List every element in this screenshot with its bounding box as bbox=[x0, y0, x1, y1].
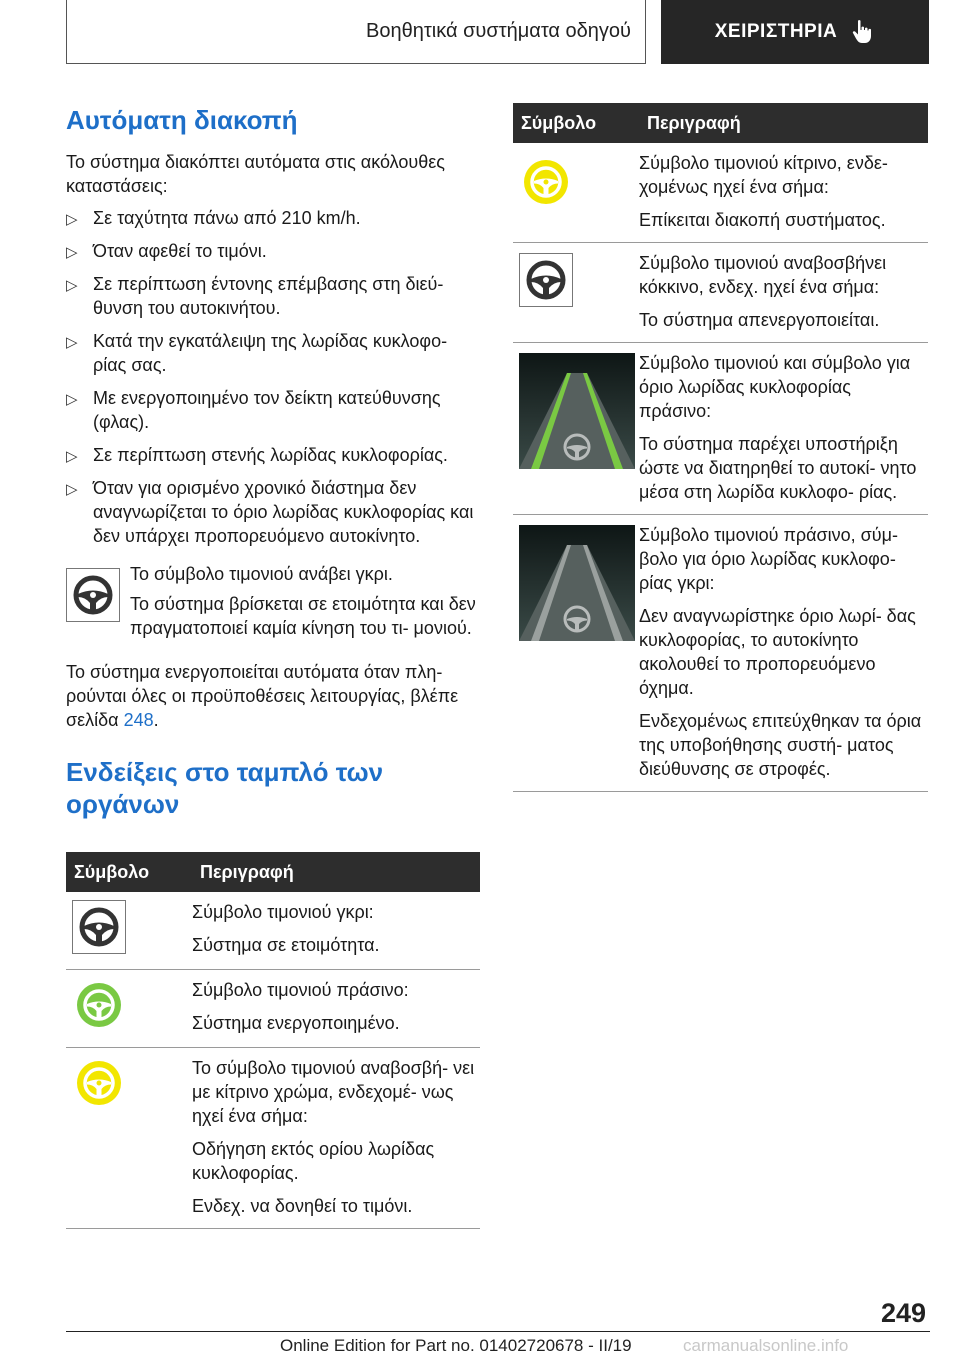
gray-symbol-text-2: Το σύστημα βρίσκεται σε ετοιμότητα και δεν πραγματοποιεί καμία κίνηση του τι- μονιού. bbox=[130, 594, 476, 638]
list-item: ▷ Με ενεργοποιημένο τον δείκτη κατεύθυνσης (φλας). bbox=[66, 388, 441, 432]
triangle-bullet-icon: ▷ bbox=[66, 211, 78, 228]
chapter-tab-label: ΧΕΙΡΙΣΤΗΡΙΑ bbox=[714, 21, 838, 42]
symbol-table-right bbox=[513, 103, 928, 792]
heading-instrument-cluster: Ενδείξεις στο ταμπλό των οργάνων bbox=[66, 757, 384, 819]
table-row: Σύμβολο τιμονιού πράσινο: Σύστημα ενεργοποιημένο. bbox=[66, 970, 480, 1048]
hand-pointer-icon bbox=[851, 19, 875, 45]
col-header-symbol: Σύμβολο bbox=[66, 852, 192, 892]
col-header-description: Περιγραφή bbox=[639, 103, 928, 143]
col-header-description: Περιγραφή bbox=[192, 852, 480, 892]
chapter-section-title bbox=[66, 0, 646, 64]
table-row: Σύμβολο τιμονιού κίτρινο, ενδε- χομένως ηχεί ένα σήμα: Επίκειται διακοπή συστήματος. bbox=[513, 143, 928, 243]
lane-display-green-icon bbox=[519, 353, 635, 469]
page-number: 249 bbox=[880, 1298, 926, 1328]
steering-wheel-gray-icon bbox=[66, 568, 120, 622]
triangle-bullet-icon: ▷ bbox=[66, 334, 78, 351]
triangle-bullet-icon: ▷ bbox=[66, 481, 78, 498]
steering-wheel-green-icon bbox=[72, 978, 126, 1032]
chapter-tab[interactable] bbox=[661, 0, 929, 64]
footer-edition: Online Edition for Part no. 01402720678 - II/19 bbox=[280, 1336, 632, 1355]
list-item: ▷ Σε περίπτωση έντονης επέμβασης στη διεύ- θυνση του αυτοκινήτου. bbox=[66, 274, 444, 318]
list-item: ▷ Σε περίπτωση στενής λωρίδας κυκλοφορίας. bbox=[66, 443, 480, 467]
list-item: ▷ Όταν για ορισμένο χρονικό διάστημα δεν αναγνωρίζεται το όριο λωρίδας κυκλοφορίας και δεν υπάρχει προπορευόμενο αυτοκίνητο. bbox=[66, 478, 474, 546]
list-item: ▷ Σε ταχύτητα πάνω από 210 km/h. bbox=[66, 206, 480, 230]
list-item: ▷ Κατά την εγκατάλειψη της λωρίδας κυκλοφο- ρίας σας. bbox=[66, 331, 448, 375]
table-row: Σύμβολο τιμονιού γκρι: Σύστημα σε ετοιμότητα. bbox=[66, 892, 480, 970]
steering-wheel-yellow-icon bbox=[519, 155, 573, 209]
table-row: Σύμβολο τιμονιού και σύμβολο για όριο λωρίδας κυκλοφορίας πράσινο: Το σύστημα παρέχει υποστήριξη ώστε να διατηρηθεί το αυτοκί- νητο μέσα στη λωρίδα κυκλοφο- ρίας. bbox=[513, 343, 928, 515]
col-header-symbol: Σύμβολο bbox=[513, 103, 639, 143]
section-title-text: Βοηθητικά συστήματα οδηγού bbox=[366, 20, 631, 42]
left-column bbox=[66, 96, 480, 1229]
page-link-248[interactable]: 248 bbox=[123, 710, 154, 730]
triangle-bullet-icon: ▷ bbox=[66, 244, 78, 261]
heading-auto-stop: Αυτόματη διακοπή bbox=[66, 105, 298, 135]
list-item: ▷ Όταν αφεθεί το τιμόνι. bbox=[66, 239, 480, 263]
steering-wheel-yellow-icon bbox=[72, 1056, 126, 1110]
watermark-text: carmanualsonline.info bbox=[683, 1336, 849, 1355]
steering-wheel-gray-icon bbox=[72, 900, 126, 954]
triangle-bullet-icon: ▷ bbox=[66, 391, 78, 408]
condition-list bbox=[66, 206, 480, 548]
intro-text: Το σύστημα διακόπτει αυτόματα στις ακόλουθες καταστάσεις: bbox=[66, 152, 445, 196]
triangle-bullet-icon: ▷ bbox=[66, 277, 78, 294]
auto-activation-text: Το σύστημα ενεργοποιείται αυτόματα όταν πλη- ρούνται όλες οι προϋποθέσεις λειτουργίας, βλέπε σελίδα 248. bbox=[66, 662, 459, 730]
table-row: Σύμβολο τιμονιού πράσινο, σύμ- βολο για όριο λωρίδας κυκλοφο- ρίας γκρι: Δεν αναγνωρίστηκε όριο λωρί- δας κυκλοφορίας, το αυτοκίνητο ακολουθεί το προπορευόμενο όχημα. Ενδεχομένως επιτεύχθηκαν τα όρια της υποβοήθησης συστή- ματος διεύθυνσης σε στροφές. bbox=[513, 515, 928, 792]
symbol-table-left bbox=[66, 852, 480, 1229]
steering-wheel-red-icon bbox=[519, 253, 573, 307]
lane-display-gray-icon bbox=[519, 525, 635, 641]
footer-divider bbox=[66, 1331, 930, 1332]
table-row: Σύμβολο τιμονιού αναβοσβήνει κόκκινο, ενδεχ. ηχεί ένα σήμα: Το σύστημα απενεργοποιείται. bbox=[513, 243, 928, 343]
triangle-bullet-icon: ▷ bbox=[66, 448, 78, 465]
gray-symbol-text-1: Το σύμβολο τιμονιού ανάβει γκρι. bbox=[130, 564, 393, 584]
table-row: Το σύμβολο τιμονιού αναβοσβή- νει με κίτρινο χρώμα, ενδεχομέ- νως ηχεί ένα σήμα: Οδήγηση εκτός ορίου λωρίδας κυκλοφορίας. Ενδεχ. να δονηθεί το τιμόνι. bbox=[66, 1048, 480, 1229]
gray-symbol-note bbox=[66, 562, 480, 646]
right-column bbox=[513, 103, 928, 792]
